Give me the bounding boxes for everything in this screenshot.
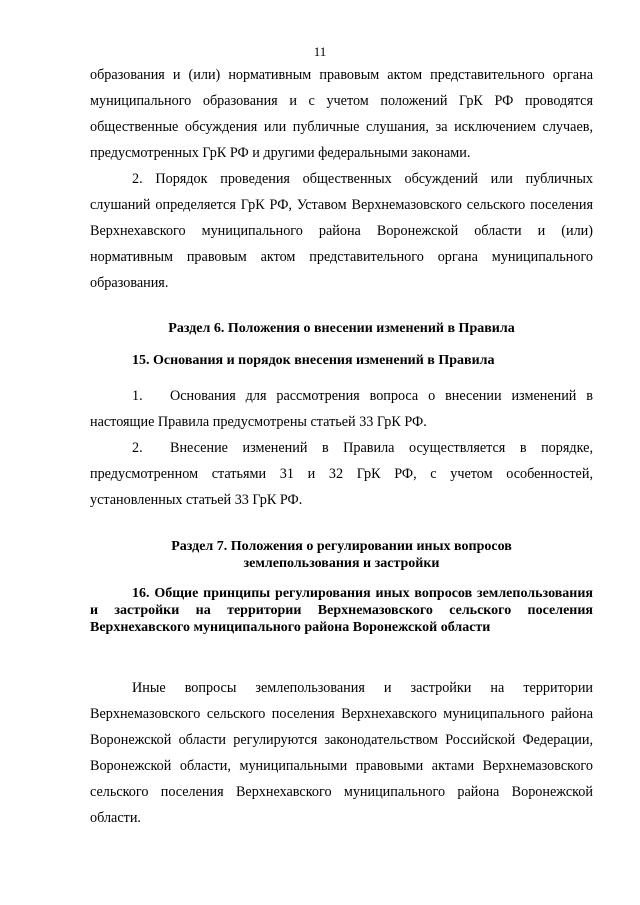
article-16-paragraph: Иные вопросы землепользования и застройки на территории Верхнемазовского сельского поселения Верхнехавского муниципального района Воронежской области регулируются законодательством Российской Федерации, Воронежской области, муниципальными правовыми актами Верхнемазовского сельского поселения Верхнехавского муниципального района Воронежской области. [90, 680, 593, 826]
item-text: Внесение изменений в Правила осуществляется в порядке, предусмотренном статьями 31 и 32 ГрК РФ, с учетом особенностей, установленных статьей 33 ГрК РФ. [90, 440, 593, 508]
article-15-item-2 [90, 435, 593, 513]
article-15-title: 15. Основания и порядок внесения изменений в Правила [132, 353, 495, 368]
item-number: 2. [132, 440, 143, 456]
page-number: 11 [313, 44, 327, 59]
paragraph-2: 2. Порядок проведения общественных обсуждений или публичных слушаний определяется ГрК РФ, Уставом Верхнемазовского сельского поселения Верхнехавского муниципального района Воронежской области и (или) нормативным правовым актом представительного органа муниципального образования. [90, 171, 593, 291]
section-7-title-line2: землепользования и застройки [243, 556, 440, 571]
article-16-title: 16. Общие принципы регулирования иных вопросов землепользования и застройки на территории Верхнемазовского сельского поселения Верхнехавского муниципального района Воронежской области [90, 586, 593, 635]
item-text: Основания для рассмотрения вопроса о внесении изменений в настоящие Правила предусмотрены статьей 33 ГрК РФ. [90, 388, 593, 430]
intro-paragraph: образования и (или) нормативным правовым актом представительного органа муниципального образования и с учетом положений ГрК РФ проводятся общественные обсуждения или публичные слушания, за исключением случаев, предусмотренных ГрК РФ и другими федеральными законами. [90, 67, 593, 161]
section-7-title [90, 538, 593, 572]
item-number: 1. [132, 388, 143, 404]
section-6-title: Раздел 6. Положения о внесении изменений в Правила [168, 321, 515, 336]
section-7-title-line1: Раздел 7. Положения о регулировании иных вопросов [171, 539, 512, 554]
article-15-item-1 [90, 383, 593, 435]
